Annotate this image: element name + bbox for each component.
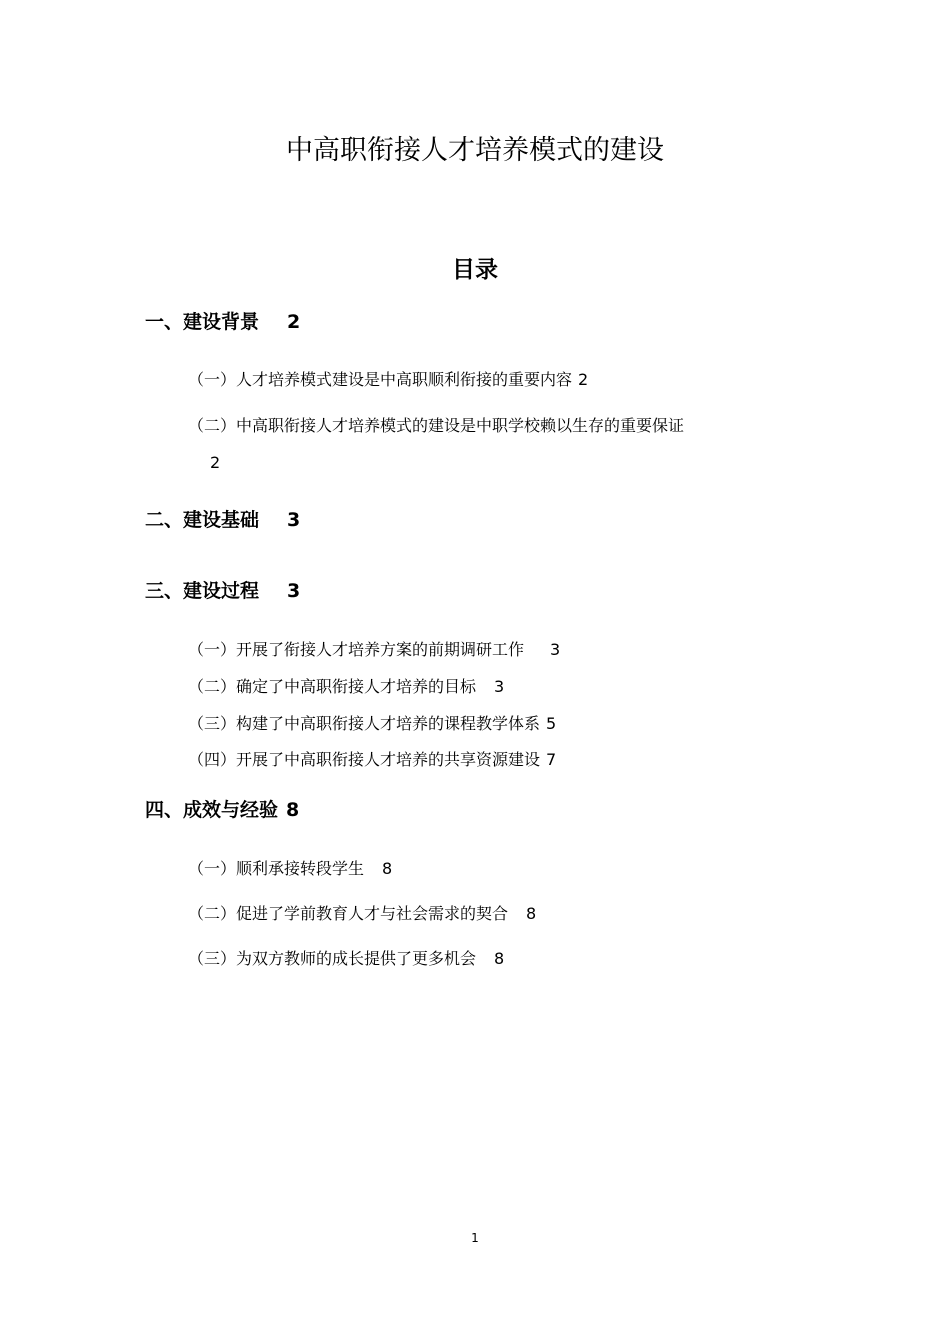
toc-section-label: 三、建设过程 (145, 580, 260, 602)
toc-subsection-page: 5 (546, 714, 557, 733)
toc-subsection-page: 2 (578, 370, 589, 389)
toc-subsection-4-2[interactable] (188, 903, 536, 925)
toc-subsection-3-4[interactable] (188, 749, 556, 771)
document-title: 中高职衔接人才培养模式的建设 (286, 135, 664, 166)
toc-heading: 目录 (452, 257, 498, 283)
toc-subsection-page: 3 (550, 640, 561, 659)
toc-subsection-label: （三）为双方教师的成长提供了更多机会 (188, 949, 477, 968)
toc-subsection-label: （一）顺利承接转段学生 (188, 859, 365, 878)
toc-subsection-3-2[interactable] (188, 676, 504, 698)
toc-subsection-label: （一）人才培养模式建设是中高职顺利衔接的重要内容 (188, 370, 573, 389)
toc-section-2[interactable] (145, 507, 300, 533)
toc-subsection-label: （三）构建了中高职衔接人才培养的课程教学体系 (188, 714, 541, 733)
toc-subsection-3-3[interactable] (188, 713, 556, 735)
toc-subsection-label: （二）确定了中高职衔接人才培养的目标 (188, 677, 477, 696)
toc-section-1[interactable] (145, 309, 300, 335)
toc-subsection-1-2[interactable] (188, 415, 684, 437)
toc-section-label: 四、成效与经验 (145, 799, 279, 821)
toc-subsection-page: 8 (494, 949, 505, 968)
toc-section-page: 2 (287, 311, 301, 333)
toc-subsection-page: 7 (546, 750, 557, 769)
toc-subsection-4-1[interactable] (188, 858, 392, 880)
toc-subsection-1-1[interactable] (188, 369, 588, 391)
toc-section-4[interactable] (145, 797, 299, 823)
toc-section-label: 二、建设基础 (145, 509, 260, 531)
toc-subsection-label: （四）开展了中高职衔接人才培养的共享资源建设 (188, 750, 541, 769)
toc-subsection-page: 8 (382, 859, 393, 878)
toc-section-3[interactable] (145, 578, 300, 604)
toc-subsection-label: （一）开展了衔接人才培养方案的前期调研工作 (188, 640, 525, 659)
toc-section-label: 一、建设背景 (145, 311, 260, 333)
toc-subsection-label: （二）中高职衔接人才培养模式的建设是中职学校赖以生存的重要保证 (188, 416, 685, 435)
toc-subsection-4-3[interactable] (188, 948, 504, 970)
toc-section-page: 3 (287, 509, 301, 531)
page-number: 1 (471, 1231, 479, 1245)
toc-subsection-3-1[interactable] (188, 639, 560, 661)
toc-subsection-label: （二）促进了学前教育人才与社会需求的契合 (188, 904, 509, 923)
toc-subsection-page: 2 (210, 453, 221, 472)
toc-subsection-page: 8 (526, 904, 537, 923)
toc-section-page: 8 (286, 799, 300, 821)
toc-section-page: 3 (287, 580, 301, 602)
toc-subsection-page: 3 (494, 677, 505, 696)
